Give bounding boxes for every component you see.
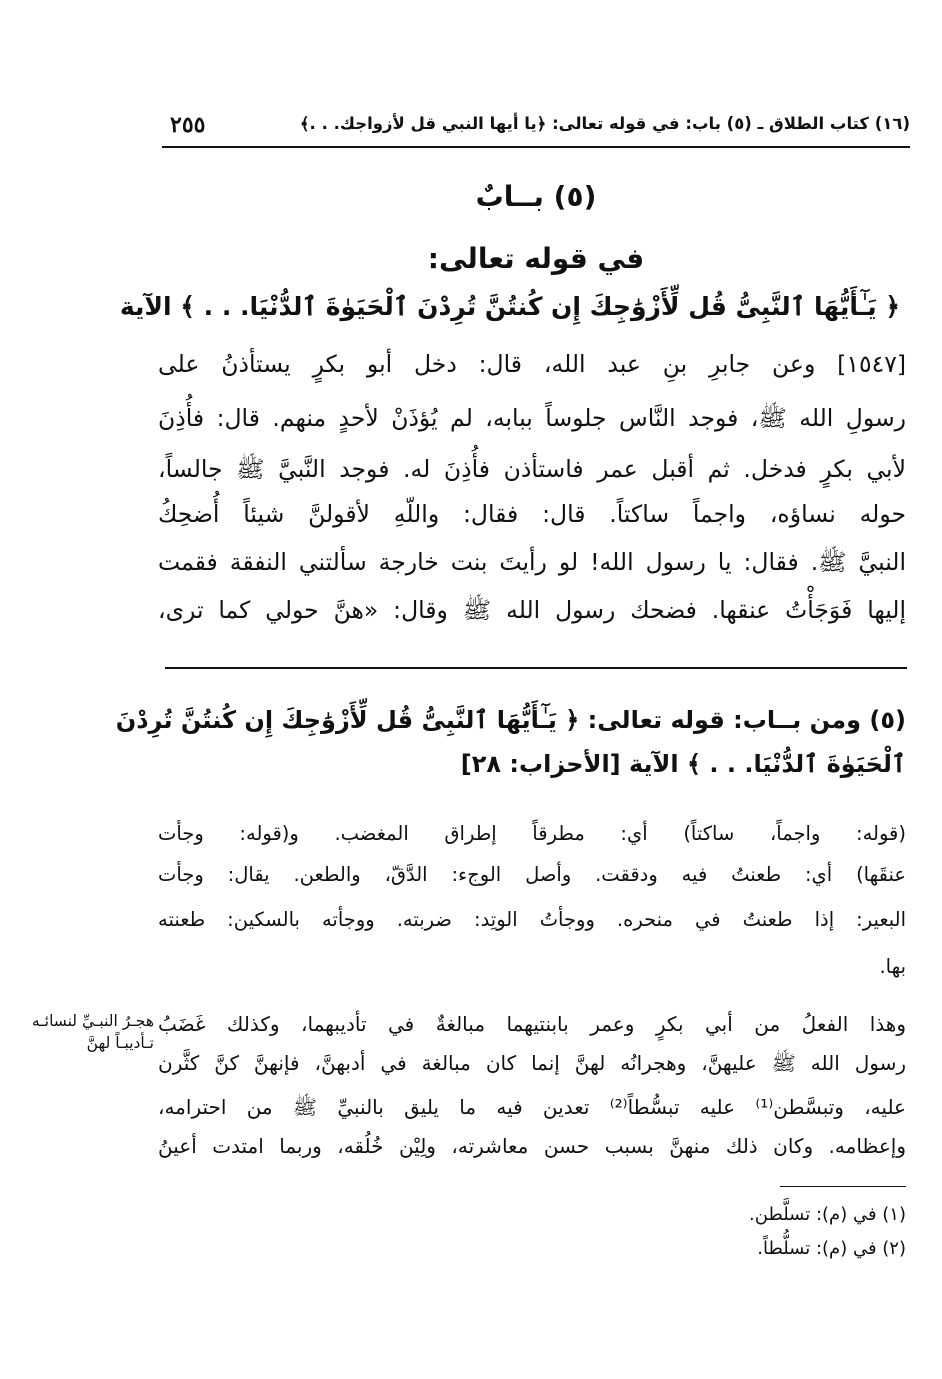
hadith-line: حوله نساؤه، واجماً ساكتاً. قال: فقال: واللّهِ لأقولنَّ شيئاً أُضحِكُ	[158, 500, 906, 528]
footnote-2: (٢) في (م): تسلُّطاً.	[757, 1238, 906, 1259]
hadith-line: [١٥٤٧] وعن جابرِ بنِ عبد الله، قال: دخل أبو بكرٍ يستأذنُ على	[158, 350, 906, 378]
paragraph-line: رسول الله ﷺ عليهنَّ، وهجرانُه لهنَّ إنما كان مبالغة في أدبهنَّ، فإنهنَّ كنَّ كثَّرن	[158, 1051, 906, 1075]
paragraph-line: وهذا الفعلُ من أبي بكرٍ وعمر بابنتيهما مبالغةٌ في تأديبهما، وكذلك غَضَبُ	[158, 1012, 906, 1036]
margin-note: هجـرُ النبـيِّ لنسائـه تـأديبـاً لهنَّ	[31, 1012, 154, 1052]
paragraph-line: وإعظامه. وكان ذلك منهنَّ بسبب حسن معاشرته، ولِيْن خُلُقه، وربما امتدت أعينُ	[158, 1134, 906, 1158]
paragraph-line: عليه، وتبسَّطن⁽¹⁾ عليه تبسُّطاً⁽²⁾ تعدين فيه ما يليق بالنبيِّ ﷺ من احترامه،	[158, 1095, 906, 1119]
commentary-heading-line: ٱلْحَيَوٰةَ ٱلدُّنْيَا. . . ﴾ الآية [الأحزاب: ٢٨]	[460, 750, 906, 778]
commentary-heading-line: (٥) ومن بــاب: قوله تعالى: ﴿ يَـٰٓأَيُّهَا ٱلنَّبِىُّ قُل لِّأَزْوَٰجِكَ إِن كُنتُنَّ تُرِدْنَ	[115, 706, 906, 734]
running-head	[162, 110, 910, 146]
chapter-verse: ﴿ يَـٰٓأَيُّهَا ٱلنَّبِىُّ قُل لِّأَزْوَٰجِكَ إِن كُنتُنَّ تُرِدْنَ ٱلْحَيَوٰةَ ٱلدُّنْيَا. . . ﴾ الآية	[119, 292, 900, 321]
running-title: (١٦) كتاب الطلاق ـ (٥) باب: في قوله تعالى: ﴿يا أيها النبي قل لأزواجك. . .﴾	[299, 114, 910, 133]
page-number: ٢٥٥	[170, 112, 206, 138]
hadith-line: لأبي بكرٍ فدخل. ثم أقبل عمر فاستأذن فأُذِنَ له. فوجد النَّبيَّ ﷺ جالساً،	[158, 455, 906, 483]
hadith-line: رسولِ الله ﷺ، فوجد النَّاس جلوساً ببابه، لم يُؤذَنْ لأحدٍ منهم. قال: فأُذِنَ	[158, 404, 906, 432]
explanation-line: (قوله: واجماً، ساكتاً) أي: مطرقاً إطراق المغضب. و(قوله: وجأت	[158, 822, 906, 845]
footnote-1: (١) في (م): تسلَّطن.	[749, 1204, 906, 1225]
header-rule	[162, 146, 910, 148]
chapter-subtitle: في قوله تعالى:	[427, 242, 645, 275]
hadith-line: النبيَّ ﷺ. فقال: يا رسول الله! لو رأيتَ بنت خارجة سألتني النفقة فقمت	[158, 548, 906, 576]
chapter-title: (٥) بــابٌ	[475, 180, 597, 213]
footnote-rule	[780, 1186, 906, 1187]
explanation-line: بها.	[879, 955, 906, 978]
explanation-line: عنقَها) أي: طعنتُ فيه ودققت. وأصل الوجء: الدَّقّ، والطعن. يقال: وجأت	[158, 863, 906, 886]
section-divider	[165, 667, 907, 669]
explanation-line: البعير: إذا طعنتُ في منحره. ووجأتُ الوتِد: ضربته. ووجأته بالسكين: طعنته	[158, 908, 906, 931]
hadith-line: إليها فَوَجَأْتُ عنقها. فضحك رسول الله ﷺ وقال: «هنَّ حولي كما ترى،	[158, 596, 906, 624]
